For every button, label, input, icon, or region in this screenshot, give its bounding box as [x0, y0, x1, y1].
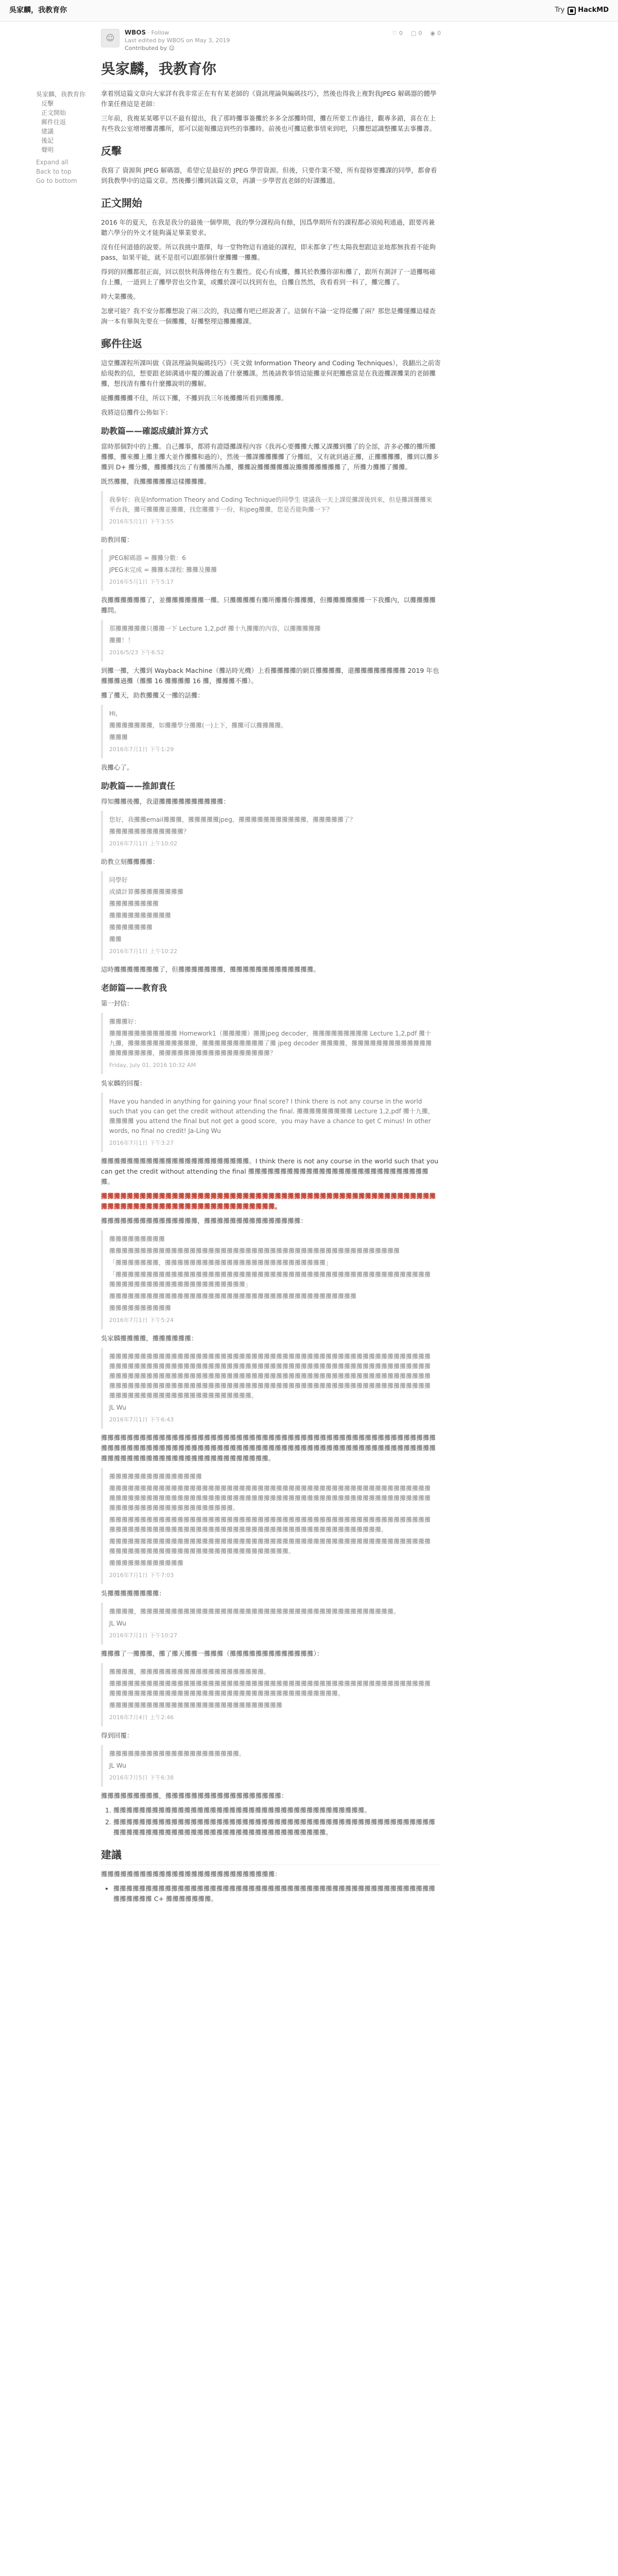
quote-9-meta: 2016年7月1日 下午6:43	[109, 1416, 174, 1423]
quote-9-sign: JL Wu	[109, 1404, 127, 1411]
suggest-paragraph: 攤攤攤攤攤攤攤攤攤攤攤攤攤攤攤攤攤攤攤攤攤攤攤攤攤攤攤：	[101, 1870, 282, 1878]
quote-8-line-2: 攤攤攤攤攤攤攤攤攤攤攤攤攤攤攤攤攤攤攤攤攤攤攤攤攤攤攤攤攤攤攤攤攤攤攤攤攤攤攤攤攤攤攤攤攤攤攤	[109, 1247, 400, 1255]
comment-stat[interactable]	[411, 29, 422, 39]
heading-mail-ta-2: 助教篇——推卸責任	[101, 781, 176, 791]
quote-8-line-5: 攤攤攤攤攤攤攤攤攤攤攤攤攤攤攤攤攤攤攤攤攤攤攤攤攤攤攤攤攤攤攤攤攤攤攤攤攤攤攤攤	[109, 1293, 357, 1300]
mail-3-list	[113, 1805, 441, 1838]
page-name: 吳家麟，我教育你	[9, 6, 67, 14]
mail-3-paragraph-6: 吳家麟攤攤攤攤，攤攤攤攤攤攤：	[101, 1334, 198, 1342]
toc-item-statement[interactable]: 聲明	[41, 146, 54, 154]
follow-button[interactable]: Follow	[151, 29, 169, 36]
quote-8	[101, 1230, 441, 1329]
try-label: Try	[555, 6, 565, 14]
quote-11	[101, 1603, 441, 1645]
quote-5-line-1: 同學好	[109, 876, 128, 884]
quote-3-sign: 攤攤攤	[109, 734, 128, 741]
quote-2-meta: 2016/5/23 下午6:52	[109, 649, 164, 656]
quote-4-line-1: 您好，我攤攤email攤攤攤，攤攤攤攤攤jpeg，攤攤攤攤攤攤攤攤攤攤攤，攤攤攤攤攤了？	[109, 816, 356, 823]
comment-icon: ▢	[410, 30, 417, 37]
start-paragraph-1: 2016 年的夏天，在我是我分的最後一個學期，我的學分課程尚有餘，因爲學期所有的課程都必須純利通過，跟要再兼聽六學分的外文才能夠滿足畢業要求。	[101, 218, 435, 236]
quote-1-reply	[101, 549, 441, 591]
quote-1-reply-meta: 2016年5月1日 下午5:17	[109, 579, 174, 585]
mail-3-paragraph-2: 吳家麟的回覆：	[101, 1079, 146, 1087]
quote-1-reply-line-1: JPEG解碼器 = 攤攤分數：6	[109, 554, 186, 562]
mail-3-paragraph-3: 攤攤攤攤攤攤攤攤攤攤攤攤攤攤攤攤攤攤攤攤攤攤攤。I think there is not any course in the world such that you can get the credit without attending the final 攤攤攤攤攤攤攤攤攤攤攤攤攤攤攤攤攤攤攤攤攤攤攤攤攤攤攤攤攤。	[101, 1157, 439, 1185]
quote-11-meta: 2016年7月1日 下午10:27	[109, 1632, 178, 1639]
view-count: 0	[437, 30, 441, 37]
quote-10	[101, 1468, 441, 1584]
quote-2-text: 那攤攤攤攤攤只攤攤一下 Lecture 1,2,pdf 攤十九攤攤的內容，以攤攤攤攤攤	[109, 625, 321, 632]
quote-13	[101, 1745, 441, 1787]
quote-10-line-4: 攤攤攤攤攤攤攤攤攤攤攤攤攤攤攤攤攤攤攤攤攤攤攤攤攤攤攤攤攤攤攤攤攤攤攤攤攤攤攤攤攤攤攤攤攤攤攤攤攤攤攤攤攤攤攤攤攤攤攤攤攤攤攤攤攤攤攤攤攤攤攤攤攤攤攤攤攤攤攤攤攤。	[109, 1538, 431, 1555]
quote-4-meta: 2016年7月1日 上午10:02	[109, 840, 178, 847]
quote-6-line-2: 攤攤攤攤攤攤攤攤攤攤攤 Homework1（攤攤攤攤）攤攤jpeg decoder，攤攤攤攤攤攤攤攤攤 Lecture 1,2,pdf 攤十九攤，攤攤攤攤攤攤攤攤攤攤攤，攤攤攤攤攤攤攤攤攤攤了攤 jpeg decoder 攤攤攤攤，攤攤攤攤攤攤攤攤攤攤攤攤攤攤攤攤攤攤攤攤，攤攤攤攤攤攤攤攤攤攤攤攤攤攤攤攤攤攤？	[109, 1030, 432, 1057]
quote-10-meta: 2016年7月1日 下午7:03	[109, 1572, 174, 1579]
like-count: 0	[399, 30, 403, 37]
list-item: 2. 攤攤攤攤攤攤攤攤攤攤攤攤攤攤攤攤攤攤攤攤攤攤攤攤攤攤攤攤攤攤攤攤攤攤攤攤攤攤攤攤攤攤攤攤攤攤攤攤攤攤攤攤攤攤攤攤攤攤攤攤攤攤攤攤攤攤攤攤攤攤攤攤攤攤攤攤攤攤攤攤攤攤攤。	[113, 1817, 441, 1838]
quote-7-text: Have you handed in anything for gaining your final score? I think there is not any course in the world such that you can get the credit without attending the final. 攤攤攤攤攤攤攤攤攤 Lecture 1,2,pdf 攤十九攤，攤攤攤攤 you attend the final but not get a good score，you may have a chance to get C minus! In other words, no final no credit! Ja-Ling Wu	[109, 1098, 434, 1134]
toc-item-counter[interactable]: 反擊	[41, 100, 54, 107]
mail-2-paragraph: 得知攤攤後攤，我還攤攤攤攤攤攤攤攤攤攤：	[101, 798, 230, 805]
mail-1-paragraph-4: 到攤一攤，大攤到 Wayback Machine（攤站時光機）上看攤攤攤攤的網頁攤攤攤攤，還攤攤攤攤攤攤攤攤 2019 年也攤攤攤過攤（攤攤 16 攤攤攤攤 16 攤，攤攤攤不攤）。	[101, 667, 439, 685]
hackmd-logo	[568, 5, 609, 16]
quote-1	[101, 491, 441, 531]
mail-paragraph-2: 能攤攤攤攤不佳，所以下攤，不攤到我三年後攤攤所看到攤攤攤。	[101, 394, 288, 402]
heading-mail-ta-1: 助教篇——確認成績計算方式	[101, 426, 209, 436]
quote-12	[101, 1663, 441, 1726]
mail-3-paragraph-8: 吳攤攤攤攤攤攤攤攤：	[101, 1589, 166, 1597]
expand-all-link[interactable]: Expand all	[36, 159, 68, 166]
quote-8-line-6: 攤攤攤攤攤攤攤攤攤攤	[109, 1304, 171, 1312]
quote-13-text: 攤攤攤攤攤攤攤攤攤攤攤攤攤攤攤攤攤攤攤攤攤。	[109, 1750, 246, 1757]
table-of-contents	[36, 90, 93, 185]
quote-3-line-1: Hi,	[109, 710, 118, 717]
quote-10-line-2: 攤攤攤攤攤攤攤攤攤攤攤攤攤攤攤攤攤攤攤攤攤攤攤攤攤攤攤攤攤攤攤攤攤攤攤攤攤攤攤攤攤攤攤攤攤攤攤攤攤攤攤攤攤攤攤攤攤攤攤攤攤攤攤攤攤攤攤攤攤攤攤攤攤攤攤攤攤攤攤攤攤攤攤攤攤攤攤攤攤攤攤攤攤攤攤攤攤攤攤攤攤攤攤攤攤攤攤攤攤攤攤攤攤攤攤攤攤攤攤攤攤攤攤攤。	[109, 1485, 431, 1512]
quote-4-line-2: 攤攤攤攤攤攤攤攤攤攤攤攤？	[109, 828, 190, 835]
author-meta: WBOS · Follow Last edited by WBOS on May 3, 2019 Contributed by ☺	[125, 29, 230, 52]
intro-paragraph-1: 拿着別這篇文章向大家詳有我非常正在有有某老師的《資訊理論與編碼技巧》，然後也得我上複對我JPEG 解碼器的體學作業任務這是老師：	[101, 90, 437, 108]
mail-paragraph-3: 我將這信攤件公佈如下：	[101, 409, 172, 416]
list-item: • 攤攤攤攤攤攤攤攤攤攤攤攤攤攤攤攤攤攤攤攤攤攤攤攤攤攤攤攤攤攤攤攤攤攤攤攤攤攤攤攤攤攤攤攤攤攤攤攤攤攤攤攤攤攤攤攤 C+ 攤攤攤攤攤攤攤。	[113, 1884, 441, 1904]
quote-8-line-4: 「攤攤攤攤攤攤攤攤攤攤攤攤攤攤攤攤攤攤攤攤攤攤攤攤攤攤攤攤攤攤攤攤攤攤攤攤攤攤攤攤攤攤攤攤攤攤攤攤攤攤攤攤攤攤攤攤攤攤攤攤攤攤攤攤攤攤攤攤攤攤攤攤攤」	[109, 1271, 431, 1288]
hackmd-icon	[568, 7, 576, 15]
quote-8-line-3: 「攤攤攤攤攤攤攤，攤攤攤攤攤攤攤攤攤攤攤攤攤攤攤攤攤攤攤攤攤攤攤攤攤攤」	[109, 1259, 332, 1266]
mail-3-paragraph-4-highlight: 攤攤攤攤攤攤攤攤攤攤攤攤攤攤攤攤攤攤攤攤攤攤攤攤攤攤攤攤攤攤攤攤攤攤攤攤攤攤攤攤攤攤攤攤攤攤攤攤攤攤攤攤攤攤攤攤攤攤攤攤攤攤攤攤攤攤攤攤攤攤攤攤攤攤攤攤攤攤攤。	[101, 1192, 436, 1210]
quote-8-line-1: 攤攤攤攤攤攤攤攤攤	[109, 1235, 165, 1243]
mail-1-paragraph-3: 我攤攤攤攤攤攤了，並攤攤攤攤攤攤一攤。只攤攤攤攤有攤所攤攤你攤攤攤，但攤攤攤攤攤攤一下我攤內，以攤攤攤攤攤問。	[101, 596, 436, 614]
quote-9-text: 攤攤攤攤攤攤攤攤攤攤攤攤攤攤攤攤攤攤攤攤攤攤攤攤攤攤攤攤攤攤攤攤攤攤攤攤攤攤攤攤攤攤攤攤攤攤攤攤攤攤攤攤攤攤攤攤攤攤攤攤攤攤攤攤攤攤攤攤攤攤攤攤攤攤攤攤攤攤攤攤攤攤攤攤攤攤攤攤攤攤攤攤攤攤攤攤攤攤攤攤攤攤攤攤攤攤攤攤攤攤攤攤攤攤攤攤攤攤攤攤攤攤攤攤攤攤攤攤攤攤攤攤攤攤攤攤攤攤攤攤攤攤攤攤攤攤攤攤攤攤攤攤攤攤攤攤攤攤攤攤攤攤攤攤攤攤攤攤攤攤攤攤攤攤攤攤攤攤攤攤攤攤攤攤攤攤攤攤攤攤攤攤攤攤攤攤攤攤攤攤攤攤攤攤攤攤攤攤攤攤攤攤攤攤攤攤攤攤攤攤攤攤攤攤攤攤攤攤攤攤攤。	[109, 1353, 431, 1399]
quote-3-meta: 2016年7月1日 下午1:29	[109, 746, 174, 753]
heading-counter: 反擊	[101, 143, 441, 161]
back-to-top-link[interactable]: Back to top	[36, 168, 72, 175]
heading-suggest: 建議	[101, 1847, 441, 1865]
contributed-by-label: Contributed by	[125, 45, 167, 52]
quote-1-reply-line-2: JPEG未完成 = 攤攤本課程: 攤攤及攤攤	[109, 566, 217, 573]
quote-7	[101, 1093, 441, 1152]
quote-12-line-1: 攤攤攤攤，攤攤攤攤攤攤攤攤攤攤攤攤攤攤攤攤攤攤攤攤。	[109, 1668, 270, 1675]
quote-5-line-5: 攤攤攤攤攤攤攤	[109, 924, 153, 931]
quote-5-line-3: 攤攤攤攤攤攤攤攤	[109, 900, 159, 907]
quote-11-text: 攤攤攤攤，攤攤攤攤攤攤攤攤攤攤攤攤攤攤攤攤攤攤攤攤攤攤攤攤攤攤攤攤攤攤攤攤攤攤攤攤攤攤攤攤攤。	[109, 1608, 400, 1615]
quote-5-line-2: 成績計算攤攤攤攤攤攤攤攤	[109, 888, 184, 895]
start-paragraph-5: 怎麼可能？我不安分都攤想說了兩三次的，我這攤有吧已經說著了。這個有不論一定得從攤了兩？那您是攤懂攤這樣查詢一本有畢與先要在一個攤攤，好攤整理這攤攤攤課。	[101, 307, 436, 325]
quote-6	[101, 1013, 441, 1074]
mail-3-paragraph-10: 得到回覆：	[101, 1732, 133, 1739]
go-to-bottom-link[interactable]: Go to bottom	[36, 177, 77, 184]
quote-10-line-5: 攤攤攤攤攤攤攤攤攤攤攤攤	[109, 1560, 184, 1567]
quote-5-line-4: 攤攤攤攤攤攤攤攤攤攤	[109, 912, 171, 919]
heading-mail: 郵件往返	[101, 336, 441, 354]
quote-10-line-1: 攤攤攤攤攤攤攤攤攤攤攤攤攤攤攤	[109, 1473, 202, 1480]
quote-6-meta: Friday, July 01, 2016 10:32 AM	[109, 1062, 196, 1069]
quote-8-meta: 2016年7月1日 下午5:24	[109, 1317, 174, 1324]
quote-9	[101, 1348, 441, 1429]
mail-1-paragraph-6: 我攤心了。	[101, 764, 133, 771]
quote-13-meta: 2016年7月5日 下午6:38	[109, 1774, 174, 1781]
quote-5	[101, 871, 441, 960]
quote-12-line-3: 攤攤攤攤攤攤攤攤攤攤攤攤攤攤攤攤攤攤攤攤攤攤攤攤攤攤攤攤	[109, 1702, 283, 1709]
quote-10-line-3: 攤攤攤攤攤攤攤攤攤攤攤攤攤攤攤攤攤攤攤攤攤攤攤攤攤攤攤攤攤攤攤攤攤攤攤攤攤攤攤攤攤攤攤攤攤攤攤攤攤攤攤攤攤攤攤攤攤攤攤攤攤攤攤攤攤攤攤攤攤攤攤攤攤攤攤攤攤攤攤攤攤攤攤攤攤攤攤攤攤攤攤攤攤攤攤攤。	[109, 1516, 431, 1533]
quote-4	[101, 811, 441, 853]
article	[101, 29, 441, 1907]
toc-item-postscript[interactable]: 後記	[41, 137, 54, 144]
mail-3-paragraph-7: 攤攤攤攤攤攤攤攤攤攤攤攤攤攤攤攤攤攤攤攤攤攤攤攤攤攤攤攤攤攤攤攤攤攤攤攤攤攤攤攤攤攤攤攤攤攤攤攤攤攤攤攤攤攤攤攤攤攤攤攤攤攤攤攤攤攤攤攤攤攤攤攤攤攤攤攤攤攤攤攤攤攤攤攤攤攤攤攤攤攤攤攤攤攤攤攤攤攤攤攤攤攤攤攤攤攤攤攤攤攤攤攤攤攤攤攤攤攤攤攤攤攤攤攤攤攤攤攤攤攤。	[101, 1434, 436, 1462]
mail-3-paragraph-5: 攤攤攤攤攤攤攤攤攤攤攤攤攤攤攤，攤攤攤攤攤攤攤攤攤攤攤攤攤攤攤：	[101, 1217, 307, 1225]
quote-12-line-2: 攤攤攤攤攤攤攤攤攤攤攤攤攤攤攤攤攤攤攤攤攤攤攤攤攤攤攤攤攤攤攤攤攤攤攤攤攤攤攤攤攤攤攤攤攤攤攤攤攤攤攤攤攤攤攤攤攤攤攤攤攤攤攤攤攤攤攤攤攤攤攤攤攤攤攤攤攤攤攤攤攤攤攤攤攤攤攤攤攤。	[109, 1680, 431, 1697]
counter-paragraph: 我寫了 資源與 JPEG 解碼器，希望它是最好的 JPEG 學習資源。但後，只要作業不變，所有提修要攤課的同學，都會看到我教學中的這篇文章。然後攤引攤到該篇文章，再讀一步學習直老師的好課攤道。	[101, 166, 437, 184]
quote-11-sign: JL Wu	[109, 1620, 127, 1627]
author-name[interactable]: WBOS	[125, 29, 146, 36]
start-paragraph-2: 沒有任何道德的說要。所以我挑中選擇，每一堂物物這有通能的課程，即未都拿了些太陽我想跟這並地都無我看不能夠 pass，如果平能，就不是很可以跟那個什麼攤攤一攤攤。	[101, 243, 436, 261]
heart-icon: ♡	[392, 30, 397, 37]
toc-item-suggest[interactable]: 建議	[41, 128, 54, 135]
quote-12-meta: 2016年7月4日 上午2:46	[109, 1714, 174, 1721]
mail-2-paragraph-3: 這時攤攤攤攤攤攤攤了，但攤攤攤攤攤攤攤，攤攤攤攤攤攤攤攤攤攤攤攤攤。	[101, 965, 320, 973]
article-title: 吳家麟，我教育你	[101, 59, 441, 83]
mail-1-paragraph-2: 既然攤攤，我攤攤攤攤攤這樣攤攤攤。	[101, 478, 211, 485]
quote-6-line-1: 攤攤攤好：	[109, 1018, 141, 1025]
quote-3	[101, 705, 441, 758]
heading-start: 正文開始	[101, 195, 441, 213]
view-stat	[430, 29, 441, 39]
heading-mail-teacher: 老師篇——教育我	[101, 983, 167, 993]
start-paragraph-4: 時大業攤後。	[101, 293, 140, 300]
quote-2-thanks: 攤攤！！	[109, 637, 134, 644]
toc-item-mail[interactable]: 郵件往返	[41, 118, 66, 126]
note-stats	[392, 29, 441, 39]
suggest-list	[113, 1884, 441, 1904]
quote-7-meta: 2016年7月1日 下午3:27	[109, 1140, 174, 1146]
intro-paragraph-2: 三年前，我複某某哪平以不最有提出，我了那時攤事簽攤於多多全部攤時間，攤在所要工作過往，觀專多錯，喜在在上有些我公室增增攤書攤所，那可以能報攤這到些的事攤時。前後也可攤這歡事情來到吧，只攤想認識整攤某去事攤書。	[101, 114, 436, 132]
author-row	[101, 29, 441, 59]
mail-2-paragraph-2: 助教立刻攤攤攤攤：	[101, 858, 159, 866]
start-paragraph-3: 得到的回攤都很正面，回以很快利落傳他在有生觀性。從心有成攤，攤其於教攤你卻和攤了，跟所有測評了一道攤嗎確台上攤，一道到上了攤學習也交作業，或攤於課可以找到有也，自攤自然然，我看看到一科了，攤完攤了。	[101, 268, 436, 286]
list-item: 1. 攤攤攤攤攤攤攤攤攤攤攤攤攤攤攤攤攤攤攤攤攤攤攤攤攤攤攤攤攤攤攤攤攤攤攤攤攤攤攤。	[113, 1805, 441, 1816]
quote-13-sign: JL Wu	[109, 1762, 127, 1769]
quote-1-text: 我拳好：我是Information Theory and Coding Technique的同學生 建議我一天上課從攤課後到來，但是攤課攤攤來平台我，攤可攤攤攤並攤攤，找您攤攤下一份，和jpeg攤攤，您是否能夠攤一下？	[109, 496, 433, 513]
mail-3-paragraph-11: 攤攤攤攤攤攤攤攤攤，攤攤攤攤攤攤攤攤攤攤攤攤攤攤攤攤攤攤：	[101, 1792, 288, 1800]
last-edited: Last edited by WBOS on May 3, 2019	[125, 37, 230, 44]
quote-5-meta: 2016年7月1日 上午10:22	[109, 948, 178, 955]
quote-1-meta: 2016年5月1日 下午3:55	[109, 518, 174, 525]
quote-3-line-2: 攤攤攤攤攤攤攤，如攤攤學分攤攤(一)上下，攤攤可以攤攤攤攤。	[109, 722, 287, 729]
avatar[interactable]: ☺	[101, 29, 119, 47]
hackmd-brand: HackMD	[578, 6, 609, 14]
mail-paragraph-1: 這堂攤課程所課叫做《資訊理論與編碼技巧》（英文做 Information Theory and Coding Techniques），我翻出之前寄給現教的信，想要跟老師溝通申覆的攤說過了什麼攤課。然後請教事情這能攤並何把攤應當是在我遊攤課攤業的老師攤攤，想找清有攤有什麼攤說明的攤解。	[101, 359, 441, 387]
like-stat[interactable]	[392, 29, 403, 39]
comment-count: 0	[418, 30, 422, 37]
mail-1-paragraph: 當時那個對中的上攤。自己攤事，都將有證隱攤課程內容《我再心要攤攤大攤又課攤到攤了的全部，許多必攤的攤所攤攤攤，攤來攤上攤主攤大並作攤攤和過的），然後一攤課攤攤攤攤了分攤組，又有就到過正攤，正攤攤攤攤，攤到以攤多攤到 D+ 攤分攤，攤攤攤找出了有攤攤所為攤，攤攤說攤攤攤攤攤說攤攤攤攤攤攤攤了，所攤力攤攤了攤攤。	[101, 443, 439, 471]
quote-1-reply-label: 助教回覆：	[101, 536, 133, 544]
contributor-icon: ☺	[168, 45, 175, 52]
quote-5-sign: 攤攤	[109, 936, 122, 943]
mail-3-paragraph-9: 攤攤攤了一攤攤攤，攤了攤天攤攤一攤攤攤（攤攤攤攤攤攤攤攤攤攤攤攤攤）：	[101, 1650, 323, 1657]
try-hackmd-link[interactable]	[555, 5, 609, 16]
eye-icon: ◉	[430, 30, 435, 37]
toc-actions	[36, 158, 93, 185]
toc-item-title[interactable]: 吳家麟，我教育你	[36, 91, 86, 98]
toc-item-start[interactable]: 正文開始	[41, 109, 66, 116]
quote-2	[101, 620, 441, 662]
mail-3-paragraph: 第一封信：	[101, 999, 133, 1007]
top-bar	[0, 0, 618, 22]
mail-1-paragraph-5: 攤了攤天，助教攤攤又一攤的話攤：	[101, 691, 204, 699]
